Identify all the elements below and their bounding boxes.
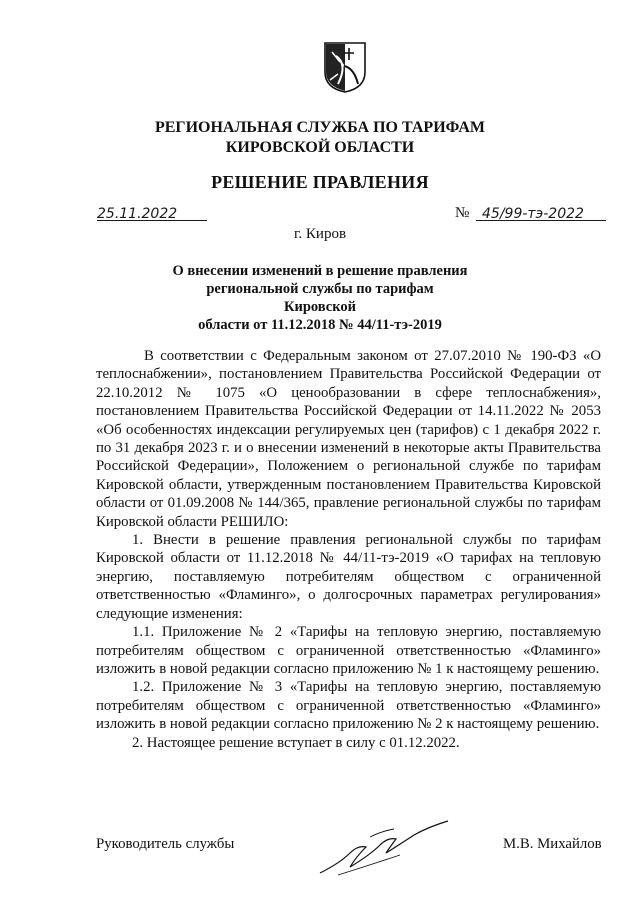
item-1-paragraph: 1. Внести в решение правления региональной службы по тарифам Кировской области от 11.12.2018 № 44/11-тэ-2019 «О тарифах на тепловую энергию, поставляемую потребителям обществом с ограниченной ответственностью «Фламинго», о долгосрочных параметрах регулирования» следующие изменения: bbox=[96, 532, 601, 622]
subject-line-3: области от 11.12.2018 № 44/11-тэ-2019 bbox=[198, 317, 442, 333]
subject-line-2: региональной службы по тарифам Кировской bbox=[206, 281, 434, 315]
date-value: 25.11.2022 bbox=[97, 206, 178, 222]
number-value: 45/99-тэ-2022 bbox=[482, 206, 584, 222]
document-type-title: РЕШЕНИЕ ПРАВЛЕНИЯ bbox=[211, 172, 429, 192]
agency-name bbox=[0, 118, 640, 158]
city-line: г. Киров bbox=[293, 226, 347, 242]
signatory-role: Руководитель службы bbox=[96, 836, 235, 852]
preamble-paragraph: В соответствии с Федеральным законом от 27.07.2010 № 190-ФЗ «О теплоснабжении», постановлением Правительства Российской Федерации от 22.10.2012 № 1075 «О ценообразовании в сфере теплоснабжения», постановлением Правительства Российской Федерации от 14.11.2022 № 2053 «Об особенностях индексации регулируемых цен (тарифов) с 1 декабря 2022 г. по 31 декабря 2023 г. и о внесении изменений в некоторые акты Правительства Российской Федерации», Положением о региональной службе по тарифам Кировской области, утвержденным постановлением Правительства Кировской области от 01.09.2008 № 144/365, правление региональной службы по тарифам Кировской области РЕШИЛО: bbox=[96, 348, 601, 530]
item-2-paragraph: 2. Настоящее решение вступает в силу с 01.12.2022. bbox=[132, 734, 460, 751]
agency-line-1: РЕГИОНАЛЬНАЯ СЛУЖБА ПО ТАРИФАМ bbox=[154, 119, 486, 136]
handwritten-signature bbox=[310, 815, 460, 885]
decision-body bbox=[96, 347, 601, 752]
handwritten-date bbox=[97, 206, 207, 224]
coat-of-arms-emblem bbox=[322, 40, 368, 94]
number-underline bbox=[476, 220, 606, 221]
number-label: № bbox=[455, 205, 470, 221]
item-1-2-paragraph: 1.2. Приложение № 3 «Тарифы на тепловую энергию, поставляемую потребителям обществом с ограниченной ответственностью «Фламинго» изложить в новой редакции согласно приложению № 2 к настоящему решению. bbox=[96, 679, 601, 733]
signatory-name: М.В. Михайлов bbox=[503, 836, 602, 852]
date-underline bbox=[97, 220, 207, 221]
item-1-1-paragraph: 1.1. Приложение № 2 «Тарифы на тепловую энергию, поставляемую потребителям обществом с ограниченной ответственностью «Фламинго» изложить в новой редакции согласно приложению № 1 к настоящему решению. bbox=[96, 624, 601, 677]
agency-line-2: КИРОВСКОЙ ОБЛАСТИ bbox=[225, 139, 415, 156]
handwritten-number bbox=[476, 206, 606, 224]
decision-subject bbox=[170, 262, 470, 334]
subject-line-1: О внесении изменений в решение правления bbox=[172, 263, 468, 279]
